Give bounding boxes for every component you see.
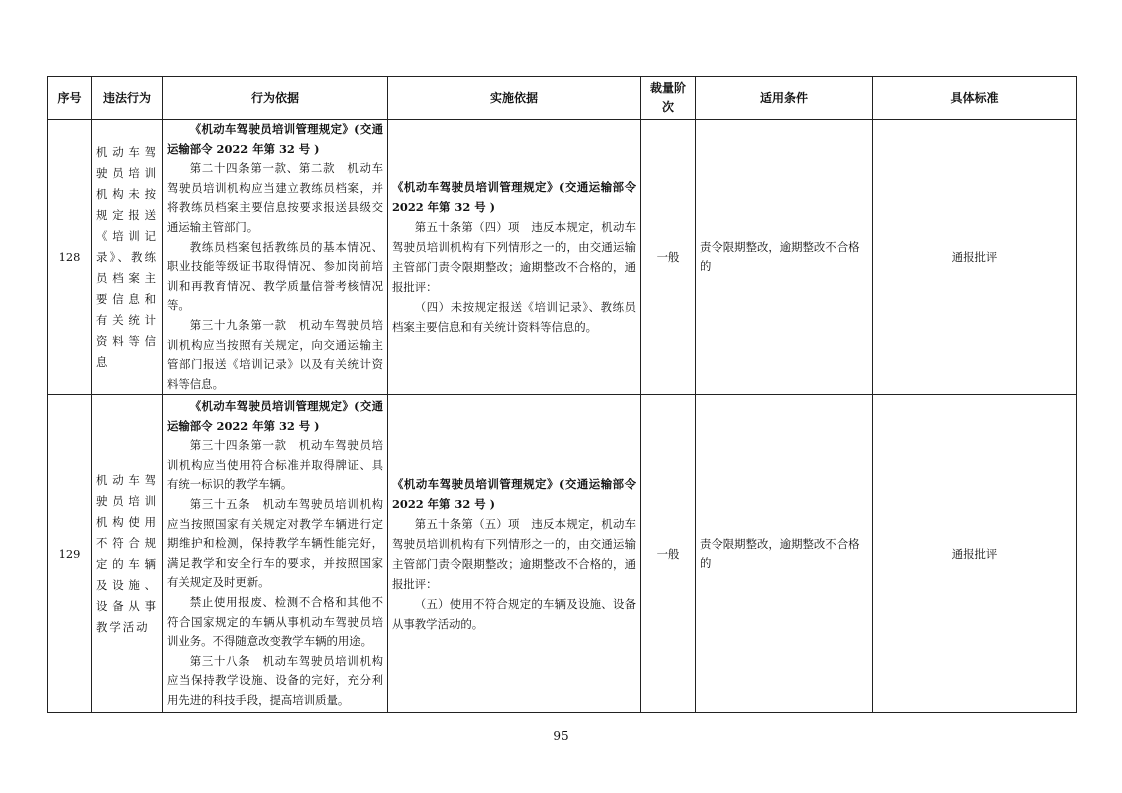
basis-paragraph: 第三十八条 机动车驾驶员培训机构应当保持教学设施、设备的完好，充分利用先进的科技手段，提高培训质量。: [167, 653, 383, 707]
header-implementation-basis: 实施依据: [388, 77, 641, 120]
table-row: [48, 120, 1077, 395]
header-specific-standard: 具体标准: [873, 77, 1077, 120]
basis-paragraph: 第三十九条第一款 机动车驾驶员培训机构应当按照有关规定，向交通运输主管部门报送《培训记录》以及有关统计资料等信息。: [167, 317, 383, 391]
basis-cell: [163, 120, 388, 395]
basis-paragraph: 教练员档案包括教练员的基本情况、职业技能等级证书取得情况、参加岗前培训和再教育情况、教学质量信誉考核情况等。: [167, 239, 383, 313]
row-number: 129: [48, 395, 92, 713]
basis-paragraph: 第三十五条 机动车驾驶员培训机构应当按照国家有关规定对教学车辆进行定期维护和检测，保持教学车辆性能完好，满足教学和安全行车的要求，并按照国家有关规定及时更新。: [167, 497, 383, 590]
basis-paragraph: 《机动车驾驶员培训管理规定》(交通运输部令 2022 年第 32 号 ): [167, 399, 383, 433]
regulation-table: [47, 76, 1077, 713]
implementation-paragraph: 第五十条第（五）项 违反本规定，机动车驾驶员培训机构有下列情形之一的，由交通运输主管部门责令限期整改；逾期整改不合格的，通报批评：: [392, 516, 636, 591]
implementation-cell: [388, 120, 641, 395]
implementation-paragraph: （五）使用不符合规定的车辆及设施、设备从事教学活动的。: [392, 596, 636, 631]
implementation-paragraph: （四）未按规定报送《培训记录》、教练员档案主要信息和有关统计资料等信息的。: [392, 300, 636, 335]
implementation-paragraph: 第五十条第（四）项 违反本规定，机动车驾驶员培训机构有下列情形之一的，由交通运输主管部门责令限期整改；逾期整改不合格的，通报批评：: [392, 220, 636, 295]
header-number: 序号: [48, 77, 92, 120]
basis-paragraph: 第三十四条第一款 机动车驾驶员培训机构应当使用符合标准并取得牌证、具有统一标识的教学车辆。: [167, 438, 383, 492]
violation-cell: 机动车驾驶员培训机构未按规定报送《培训记录》、教练员档案主要信息和有关统计资料等信息: [92, 120, 163, 395]
basis-cell: [163, 395, 388, 713]
header-applicable-condition: 适用条件: [696, 77, 873, 120]
header-violation: 违法行为: [92, 77, 163, 120]
table-header-row: [48, 77, 1077, 120]
discretion-level-cell: 一般: [641, 395, 696, 713]
row-number: 128: [48, 120, 92, 395]
implementation-cell: [388, 395, 641, 713]
discretion-level-cell: 一般: [641, 120, 696, 395]
table-row: [48, 395, 1077, 713]
violation-cell: 机动车驾驶员培训机构使用不符合规定的车辆及设施、设备从事教学活动: [92, 395, 163, 713]
basis-paragraph: 第二十四条第一款、第二款 机动车驾驶员培训机构应当建立教练员档案，并将教练员档案主要信息按要求报送县级交通运输主管部门。: [167, 161, 383, 234]
implementation-paragraph: 《机动车驾驶员培训管理规定》(交通运输部令 2022 年第 32 号 ): [392, 180, 636, 215]
implementation-paragraph: 《机动车驾驶员培训管理规定》(交通运输部令 2022 年第 32 号 ): [392, 476, 636, 511]
basis-paragraph: 《机动车驾驶员培训管理规定》(交通运输部令 2022 年第 32 号 ): [167, 122, 383, 156]
basis-paragraph: 禁止使用报废、检测不合格和其他不符合国家规定的车辆从事机动车驾驶员培训业务。不得随意改变教学车辆的用途。: [167, 595, 383, 649]
condition-cell: 责令限期整改，逾期整改不合格的: [696, 120, 873, 395]
standard-cell: 通报批评: [873, 395, 1077, 713]
header-basis: 行为依据: [163, 77, 388, 120]
page-number: 95: [553, 729, 569, 743]
condition-cell: 责令限期整改，逾期整改不合格的: [696, 395, 873, 713]
standard-cell: 通报批评: [873, 120, 1077, 395]
header-discretion-level: 裁量阶次: [641, 77, 696, 120]
